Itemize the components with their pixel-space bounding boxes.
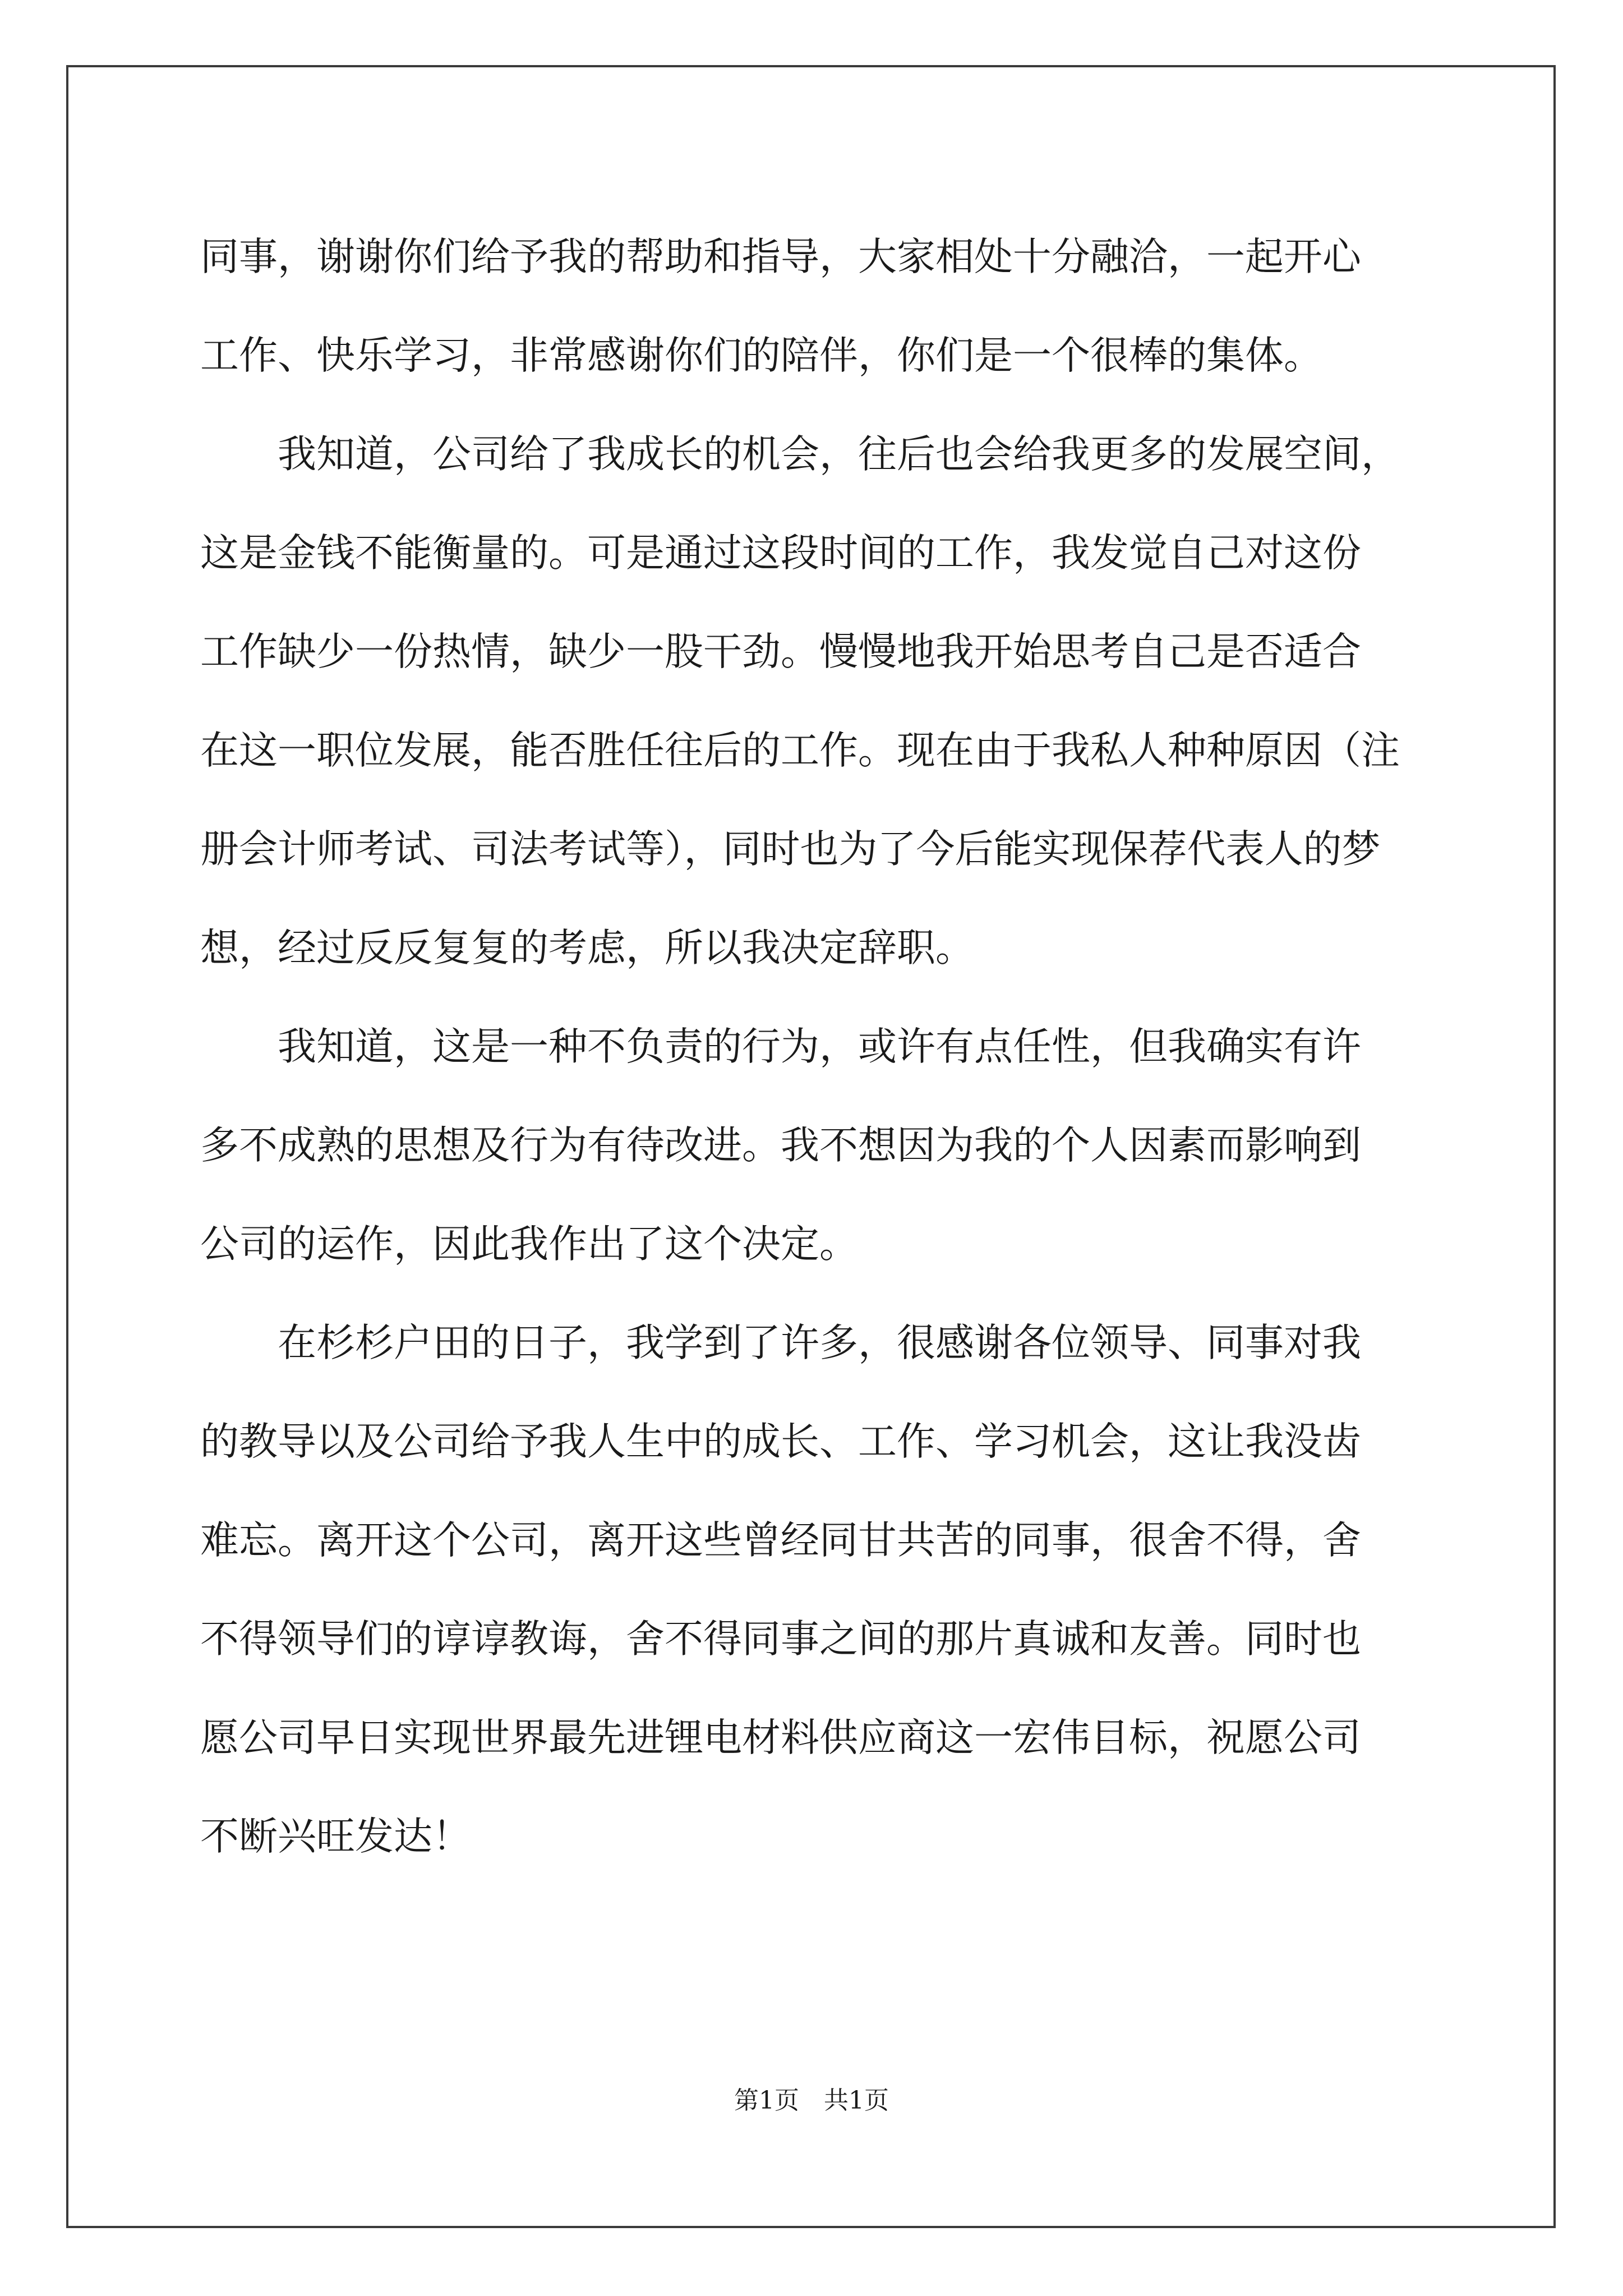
text-line: 在杉杉户田的日子，我学到了许多，很感谢各位领导、同事对我 xyxy=(200,1320,1361,1365)
text-line: 同事，谢谢你们给予我的帮助和指导，大家相处十分融洽，一起开心 xyxy=(200,234,1361,279)
text-line: 愿公司早日实现世界最先进锂电材料供应商这一宏伟目标，祝愿公司 xyxy=(200,1715,1361,1760)
text-line: 不断兴旺发达！ xyxy=(200,1814,471,1859)
text-line: 不得领导们的谆谆教诲，舍不得同事之间的那片真诚和友善。同时也 xyxy=(200,1617,1361,1662)
page-footer xyxy=(0,2084,1623,2118)
text-line: 想，经过反反复复的考虑，所以我决定辞职。 xyxy=(200,926,974,970)
text-line: 工作缺少一份热情，缺少一股干劲。慢慢地我开始思考自己是否适合 xyxy=(200,629,1361,674)
text-line: 难忘。离开这个公司，离开这些曾经同甘共苦的同事，很舍不得，舍 xyxy=(200,1518,1361,1563)
text-line: 在这一职位发展，能否胜任往后的工作。现在由于我私人种种原因（注 xyxy=(200,728,1400,773)
text-line: 我知道，这是一种不负责的行为，或许有点任性，但我确实有许 xyxy=(200,1024,1361,1069)
page-number: 第1页 共1页 xyxy=(734,2086,889,2115)
text-line: 这是金钱不能衡量的。可是通过这段时间的工作，我发觉自己对这份 xyxy=(200,531,1361,576)
text-line: 的教导以及公司给予我人生中的成长、工作、学习机会，这让我没齿 xyxy=(200,1419,1361,1464)
document-body xyxy=(200,208,1423,1886)
text-line: 公司的运作，因此我作出了这个决定。 xyxy=(200,1222,858,1267)
text-line: 我知道，公司给了我成长的机会，往后也会给我更多的发展空间， xyxy=(200,432,1400,477)
text-line: 册会计师考试、司法考试等），同时也为了今后能实现保荐代表人的梦 xyxy=(200,827,1381,872)
text-line: 多不成熟的思想及行为有待改进。我不想因为我的个人因素而影响到 xyxy=(200,1123,1361,1168)
text-line: 工作、快乐学习，非常感谢你们的陪伴，你们是一个很棒的集体。 xyxy=(200,333,1322,378)
